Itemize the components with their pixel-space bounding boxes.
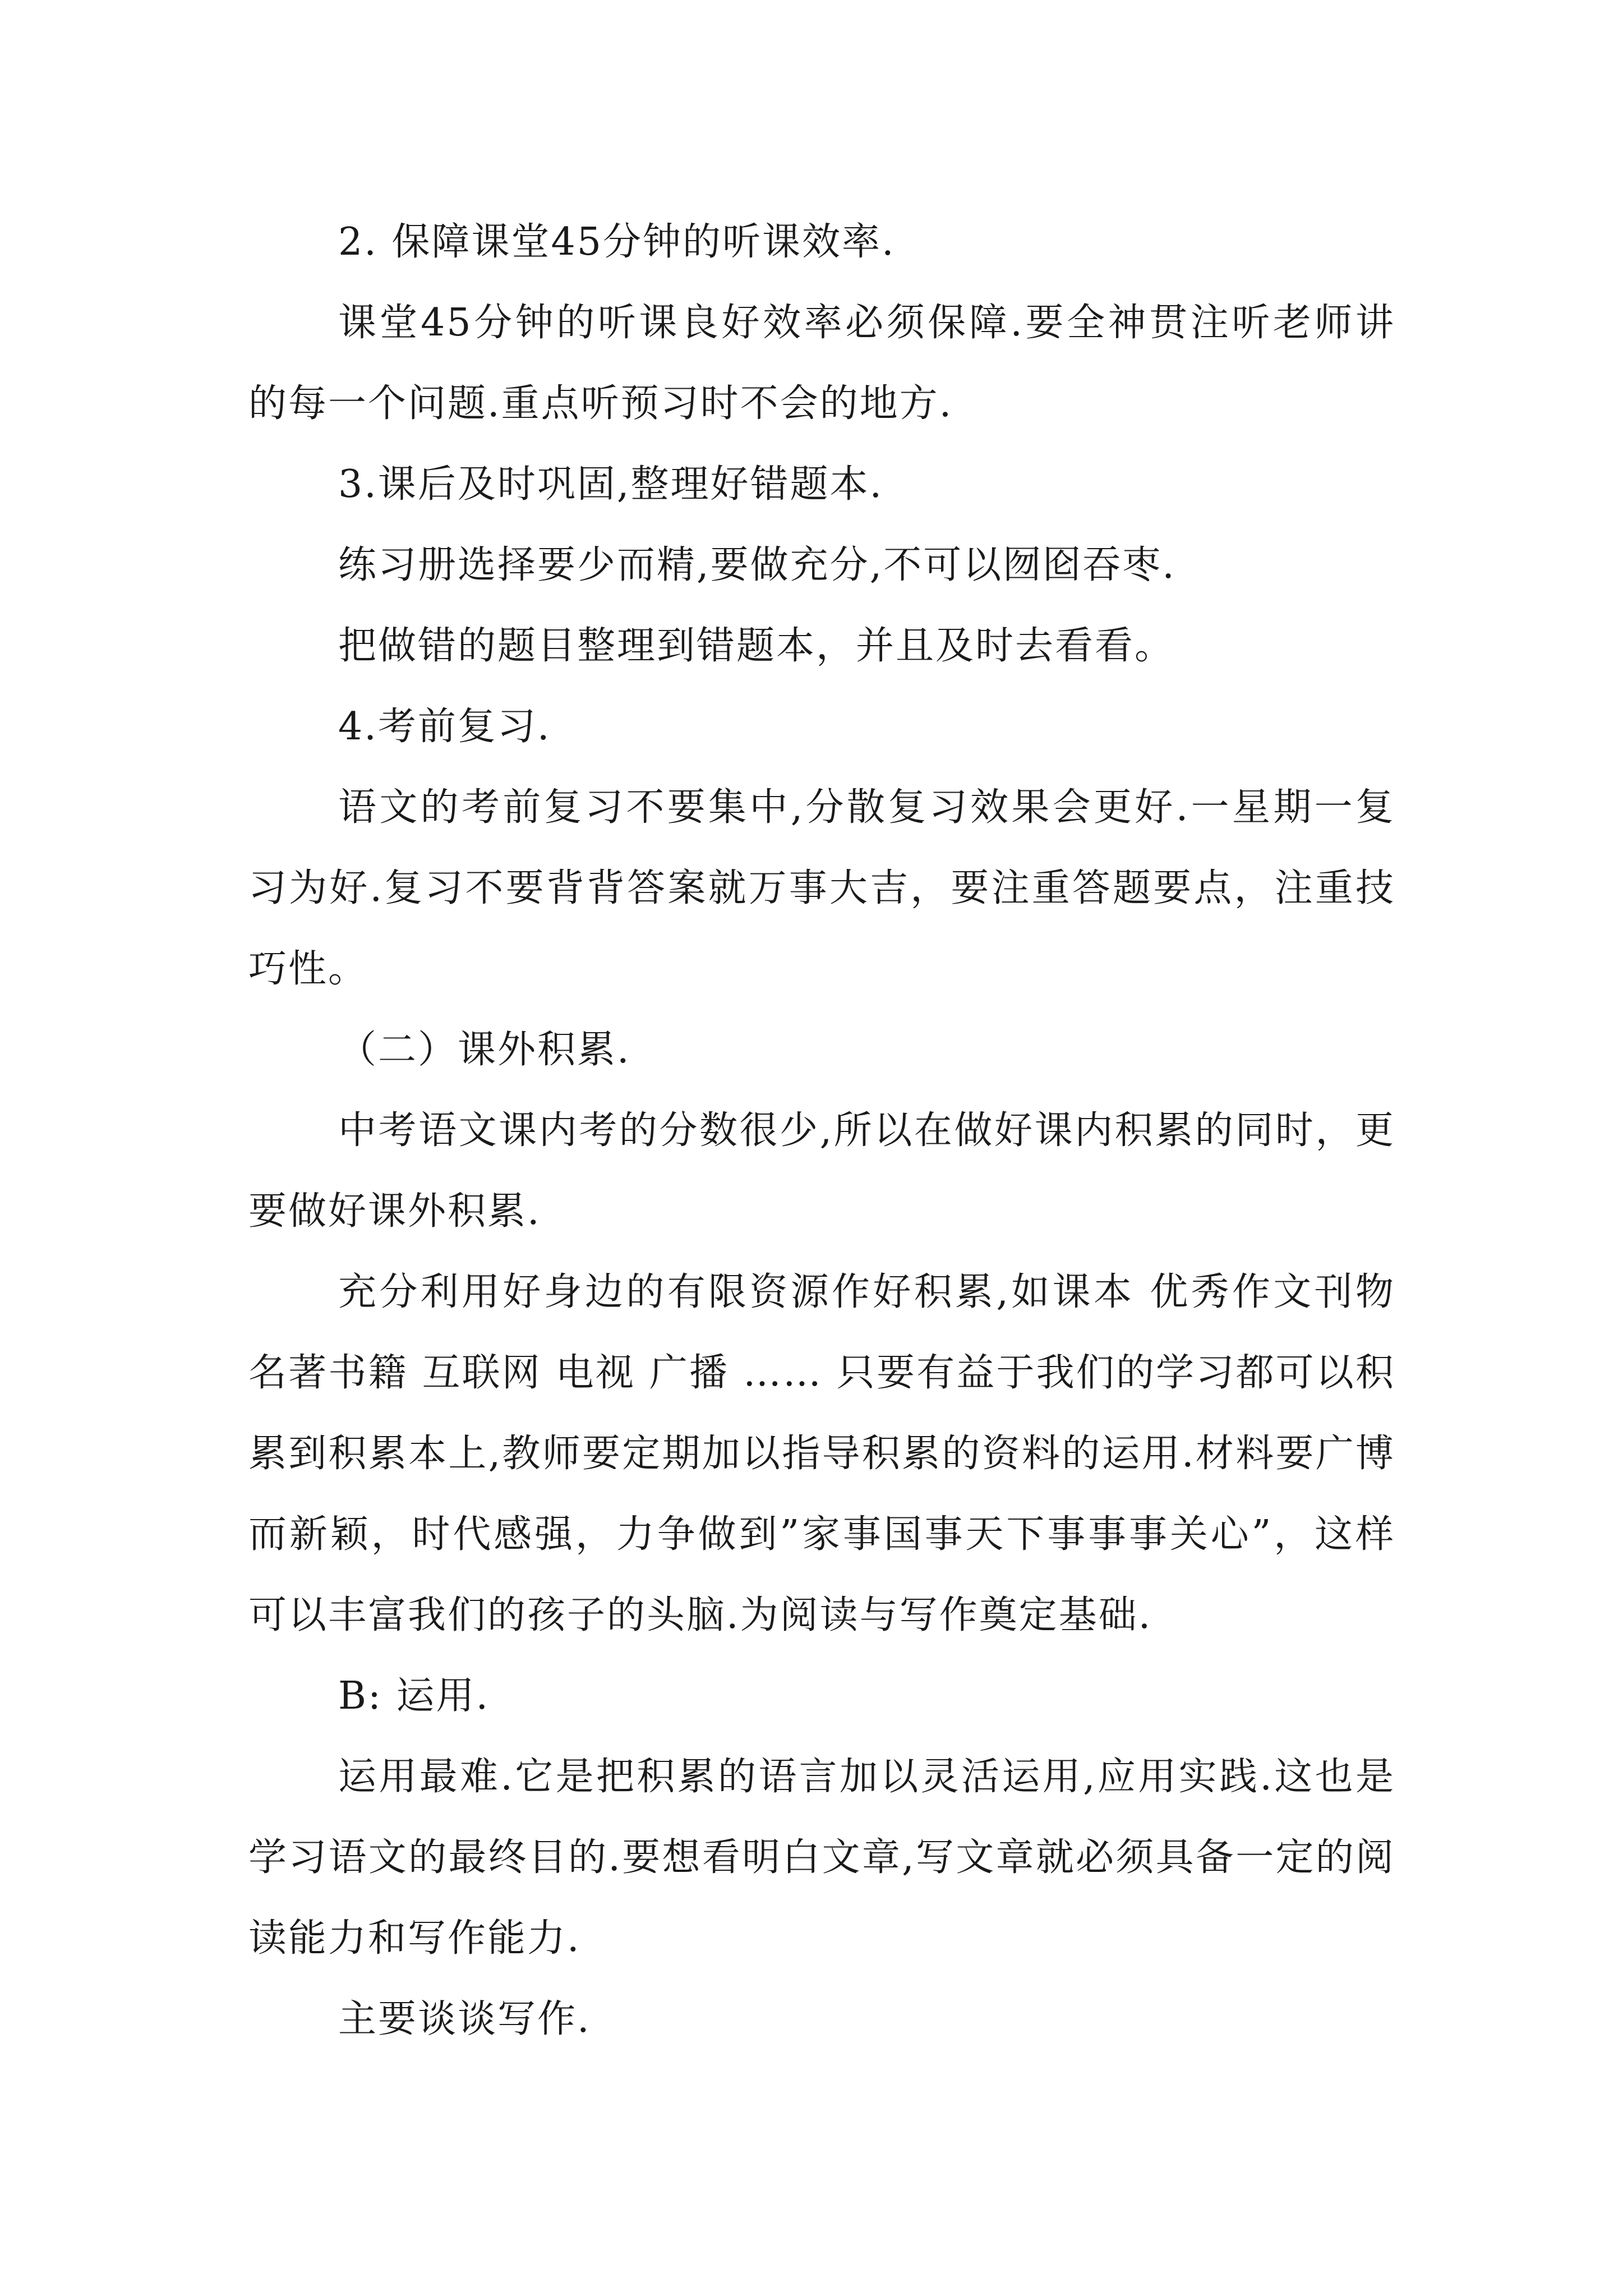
paragraph: 4.考前复习. [338,705,551,749]
paragraph: 运用最难.它是把积累的语言加以灵活运用,应用实践.这也是学习语文的最终目的.要想看明白文章,写文章就必须具备一定的阅读能力和写作能力. [248,1755,1395,1961]
paragraph: 课堂45分钟的听课良好效率必须保障.要全神贯注听老师讲的每一个问题.重点听预习时不会的地方. [248,301,1395,426]
paragraph: 2. 保障课堂45分钟的听课效率. [338,220,896,264]
paragraph: 主要谈谈写作. [338,1997,591,2041]
paragraph: 练习册选择要少而精,要做充分,不可以囫囵吞枣. [338,543,1176,587]
paragraph: 语文的考前复习不要集中,分散复习效果会更好.一星期一复习为好.复习不要背背答案就万事大吉，要注重答题要点，注重技巧性。 [248,785,1395,991]
paragraph: 中考语文课内考的分数很少,所以在做好课内积累的同时，更要做好课外积累. [248,1108,1395,1234]
document-body [248,202,1395,2060]
paragraph: （二）课外积累. [338,1028,631,1072]
paragraph: 3.课后及时巩固,整理好错题本. [338,462,884,507]
paragraph: 把做错的题目整理到错题本，并且及时去看看。 [338,624,1175,668]
paragraph: 充分利用好身边的有限资源作好积累,如课本 优秀作文刊物 名著书籍 互联网 电视 广播 …… 只要有益于我们的学习都可以积累到积累本上,教师要定期加以指导积累的资料的运用.材料要广博而新颖，时代感强，力争做到”家事国事天下事事事关心”，这样可以丰富我们的孩子的头脑.为阅读与写作奠定基础. [248,1270,1396,1637]
paragraph: B: 运用. [338,1674,490,1718]
